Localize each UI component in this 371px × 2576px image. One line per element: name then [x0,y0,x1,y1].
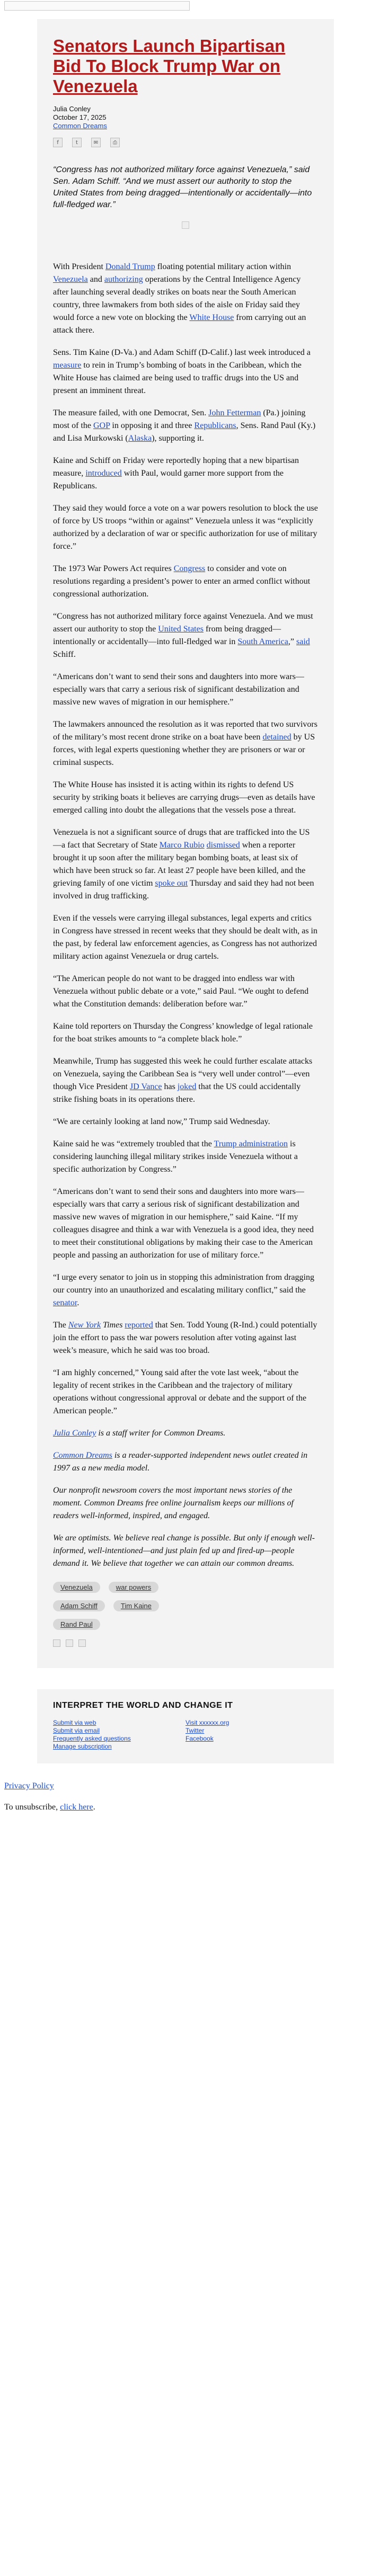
legal-section [0,1781,371,1812]
text-run: and [87,275,104,284]
text-run: Thursday and said they had not been involved in drug trafficking. [53,879,314,901]
text-run: Times [101,1321,123,1330]
paragraph [53,261,318,337]
text-run: has [162,1082,178,1091]
inline-link[interactable]: said [296,637,310,646]
inline-link[interactable]: Donald Trump [105,262,155,271]
inline-link[interactable]: spoke out [155,879,188,888]
paragraph [53,912,318,963]
unsubscribe-suffix: . [93,1803,95,1812]
inline-link[interactable]: GOP [93,421,110,430]
text-run: Even if the vessels were carrying illegal substances, legal experts and critics in Congress have stressed in recent weeks that they should be dealt with, as in the past, by federal law enforcement agencies, as Congress has not authorized military action against Venezuela or drug cartels. [53,914,317,961]
footer-link[interactable]: Twitter [186,1727,205,1734]
paragraph [53,502,318,553]
inline-link[interactable]: Marco Rubio [159,841,205,850]
print-icon[interactable]: ⎙ [110,138,120,147]
header-image-strip [0,0,371,12]
paragraph [53,1055,318,1106]
paragraph [53,1138,318,1176]
pull-quote: “Congress has not authorized military force against Venezuela,” said Sen. Adam Schiff. “And we must assert our authority to stop the United States from being dragged—intentionally or accidentally—into full-fledged war.” [53,165,312,209]
inline-link[interactable]: White House [189,313,234,322]
facebook-icon[interactable]: f [53,138,63,147]
text-run: The [53,1321,68,1330]
twitter-icon[interactable]: t [72,138,82,147]
text-run: “The American people do not want to be dragged into endless war with Venezuela without public debate or a vote,” said Paul. “We ought to defend what the Constitution demands: deliberation before war.” [53,974,309,1009]
inline-link[interactable]: measure [53,361,82,370]
privacy-policy-link[interactable]: Privacy Policy [4,1781,54,1790]
tag-pill[interactable]: Adam Schiff [53,1600,105,1611]
inline-link[interactable]: authorizing [104,275,143,284]
text-run: ,” [288,637,296,646]
text-run: with Paul, would garner more support from the Republicans. [53,469,284,491]
paragraph [53,1367,318,1418]
text-run: “Congress has not authorized military force against Venezuela. And we must assert our authority to stop the [53,612,313,634]
text-run: that Sen. Todd Young (R-Ind.) could potentially join the effort to pass the war powers resolution after voting against last week’s measure, which he said was too broad. [53,1321,317,1355]
paragraph [53,779,318,817]
tag-pill[interactable]: war powers [109,1582,158,1593]
footer-link[interactable]: Visit xxxxxx.org [186,1719,229,1726]
inline-link[interactable]: John Fetterman [208,408,261,417]
twitter-icon[interactable] [66,1639,73,1647]
author-link[interactable]: Julia Conley [53,1429,96,1438]
source [53,122,318,130]
paragraph [53,610,318,661]
text-run: Venezuela is not a significant source of drugs that are trafficked into the US—a fact that Secretary of State [53,828,310,850]
inline-link[interactable]: United States [158,625,204,634]
text-run: Meanwhile, Trump has suggested this week he could further escalate attacks on Venezuela, saying the Caribbean Sea is “very well under control”—even though Vice President [53,1057,313,1091]
byline: Julia Conley [53,105,91,113]
text-run: is considering launching illegal military strikes inside Venezuela without a specific authorization by Congress.” [53,1139,298,1174]
text-run: The lawmakers announced the resolution as it was reported that two survivors of the military’s most recent drone strike on a boat have been [53,720,317,742]
inline-link[interactable]: Republicans [194,421,236,430]
footer-box [37,1689,334,1763]
text-run: Our nonprofit newsroom covers the most important news stories of the moment. Common Dreams free online journalism keeps our millions of readers well-informed, inspired, and engaged. [53,1486,294,1520]
text-run: , Sens. Rand Paul (Ky.) and Lisa Murkowski ( [53,421,316,443]
paragraph [53,346,318,397]
paragraph [53,973,318,1011]
inline-link[interactable]: dismissed [206,841,240,850]
tag-pill[interactable]: Rand Paul [53,1619,100,1630]
text-run: is a reader-supported independent news outlet created in 1997 as a new media model. [53,1451,308,1473]
paragraph [53,671,318,709]
tag-row [53,1582,318,1593]
text-run: that the US could accidentally strike fishing boats in its operations there. [53,1082,301,1104]
paragraph [53,454,318,493]
footer-link[interactable]: Submit via email [53,1727,100,1734]
inline-link[interactable]: New York [68,1321,101,1330]
bottom-share-row [53,1639,318,1647]
inline-link[interactable]: JD Vance [129,1082,162,1091]
text-run: operations by the Central Intelligence Agency after launching several deadly strikes on boats near the South American country, three lawmakers from both sides of the aisle on Friday said they would force a new vote on blocking the [53,275,301,322]
text-run: They said they would force a vote on a war powers resolution to block the use of force by US troops “within or against” Venezuela unless it was “explicitly authorized by a declaration of war or specific authorization for use of military force.” [53,504,318,551]
paragraph [53,407,318,445]
broken-image-icon [182,221,189,229]
author-bio-text: is a staff writer for Common Dreams. [96,1429,226,1438]
footer-right-column [186,1719,318,1751]
paragraph [53,563,318,601]
author-bio [53,1427,318,1440]
inline-link[interactable]: South America [237,637,288,646]
unsubscribe-text: To unsubscribe, [4,1803,60,1812]
paragraph [53,1186,318,1262]
tag-row [53,1619,318,1630]
footer-columns [53,1719,318,1751]
promo-block [53,1449,318,1570]
inline-link[interactable]: reported [125,1321,153,1330]
text-run: from carrying out an attack there. [53,313,306,335]
paragraph [53,1319,318,1357]
footer-heading: INTERPRET THE WORLD AND CHANGE IT [53,1701,233,1710]
text-run: “Americans don’t want to send their sons and daughters into more wars—especially wars that carry a serious risk of significant destabilization and massive new waves of migration in our hemisphere.” [53,672,304,707]
inline-link[interactable]: joked [177,1082,197,1091]
headline-link[interactable]: Senators Launch Bipartisan Bid To Block Trump War on Venezuela [53,36,286,96]
text-run: to consider and vote on resolutions regarding a president’s power to enter an armed conflict without congressional authorization. [53,564,311,599]
text-run: With President [53,262,105,271]
text-run: floating potential military action within [155,262,292,271]
share-row [53,138,318,147]
inline-link[interactable]: Congress [173,564,206,573]
footer-left-column [53,1719,186,1751]
text-run: ), supporting it. [152,434,204,443]
paragraph [53,1020,318,1046]
text-run: Schiff. [53,650,76,659]
text-run: The White House has insisted it is acting within its rights to defend US security by striking boats it believes are carrying drugs—even as details have emerged calling into doubt the allegations that the vessels pose a threat. [53,780,315,815]
text-run: to rein in Trump’s bombing of boats in the Caribbean, which the White House has claimed are being used to traffic drugs into the US and present an imminent threat. [53,361,302,395]
paragraph [53,1449,318,1475]
text-run: Sens. Tim Kaine (D-Va.) and Adam Schiff (D-Calif.) last week introduced a [53,348,311,357]
email-icon[interactable]: ✉ [91,138,101,147]
footer-link[interactable]: Submit via web [53,1719,96,1726]
inline-link[interactable]: senator [53,1298,77,1307]
header-image-placeholder [4,1,190,11]
text-run: “We are certainly looking at land now,” Trump said Wednesday. [53,1117,270,1126]
paragraph [53,1532,318,1570]
paragraph [53,826,318,903]
text-run: The 1973 War Powers Act requires [53,564,174,573]
text-run: when a reporter brought it up soon after the military began bombing boats, at least six of which have been struck so far. At least 27 people have been killed, and the grieving family of one victim [53,841,306,888]
text-run: by US forces, with legal experts questioning whether they are prisoners or war or criminal suspects. [53,733,315,767]
text-run: Kaine told reporters on Thursday the Congress’ knowledge of legal rationale for the boat strikes amounts to “a complete black hole.” [53,1022,313,1044]
tag-list [53,1582,318,1630]
facebook-icon[interactable] [53,1639,60,1647]
footer-link[interactable]: Manage subscription [53,1743,112,1750]
text-run: “I am highly concerned,” Young said after the vote last week, “about the legality of recent strikes in the Caribbean and the trajectory of military operations without congressional approval or debate and the support of the American people.” [53,1368,307,1415]
inline-link[interactable]: Trump administration [214,1139,288,1148]
source-link[interactable]: Common Dreams [53,122,107,130]
text-run: We are optimists. We believe real change is possible. But only if enough well-informed, well-intentioned—and just plain fed up and fired-up—people demand it. We believe that together we can attain our common dreams. [53,1534,315,1568]
footer-link[interactable]: Frequently asked questions [53,1735,131,1742]
text-run: Kaine said he was “extremely troubled that the [53,1139,214,1148]
tag-pill[interactable]: Tim Kaine [113,1600,159,1611]
text-run: in opposing it and three [110,421,195,430]
unsubscribe-link[interactable]: click here [60,1803,93,1812]
tag-row [53,1600,318,1611]
paragraph [53,1271,318,1309]
text-run: The measure failed, with one Democrat, Sen. [53,408,209,417]
email-icon[interactable] [78,1639,86,1647]
paragraph [53,718,318,769]
text-run: from being dragged—intentionally or accidentally—into full-fledged war in [53,625,281,646]
text-run: “I urge every senator to join us in stopping this administration from dragging our country into an unauthorized and escalating military conflict,” said the [53,1273,314,1295]
inline-link[interactable]: introduced [85,469,122,478]
footer-link[interactable]: Facebook [186,1735,214,1742]
paragraph [53,1116,318,1128]
article-card [37,19,334,1668]
inline-link[interactable]: detained [262,733,292,742]
text-run: “Americans don’t want to send their sons and daughters into more wars—especially wars that carry a serious risk of significant destabilization and massive new waves of migration in our hemisphere,” said Kaine. “If my colleagues disagree and think a war with Venezuela is a good idea, they need to meet their constitutional obligations by making their case to the American people and passing an authorization for use of military force.” [53,1187,314,1260]
paragraph [53,1484,318,1522]
text-run: Kaine and Schiff on Friday were reportedly hoping that a new bipartisan measure, [53,456,299,478]
inline-link[interactable]: Alaska [128,434,152,443]
publish-date: October 17, 2025 [53,113,107,121]
article-body [53,261,318,1418]
inline-link[interactable]: Common Dreams [53,1451,112,1460]
text-run: (Pa.) joining most of the [53,408,306,430]
unsubscribe-line [4,1803,367,1812]
inline-link[interactable]: Venezuela [53,275,88,284]
tag-pill[interactable]: Venezuela [53,1582,100,1593]
text-run: . [77,1298,80,1307]
